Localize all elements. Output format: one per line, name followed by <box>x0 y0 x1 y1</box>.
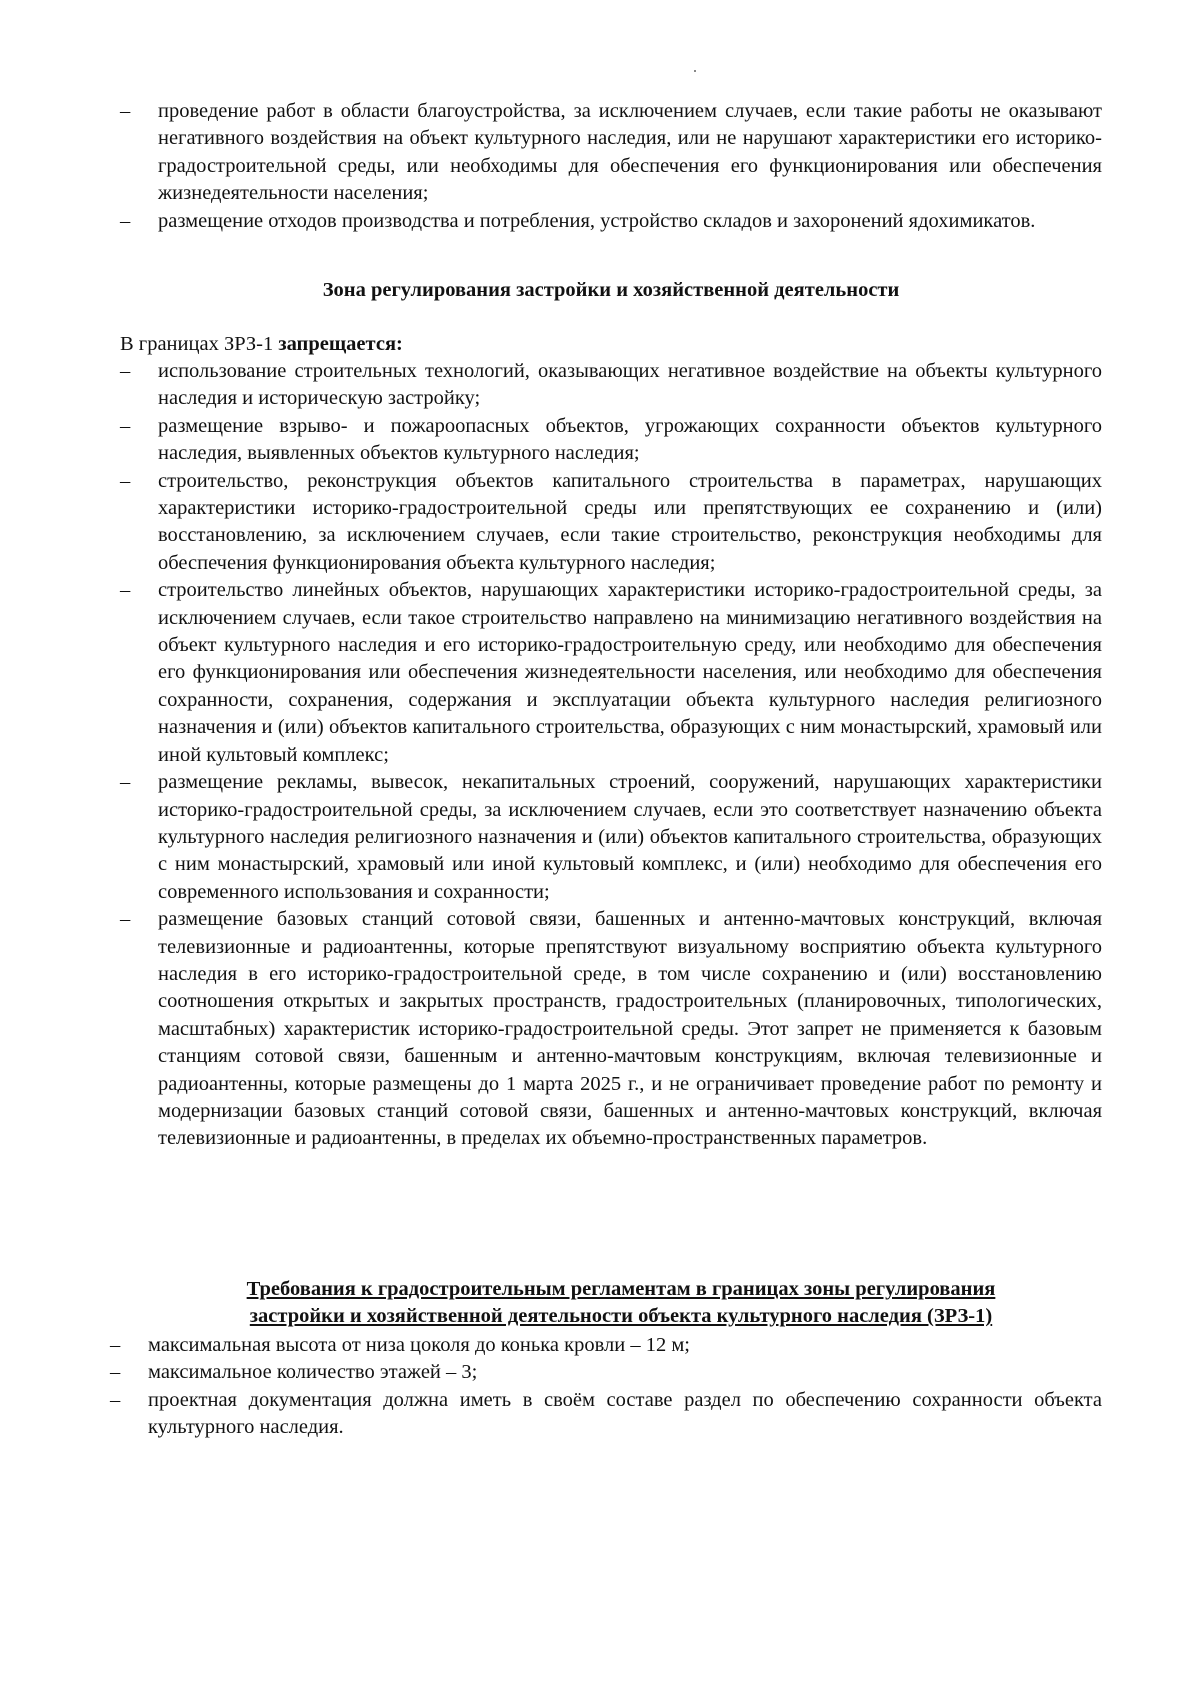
list-item <box>110 1387 1102 1442</box>
requirements-list <box>110 1332 1102 1442</box>
requirements-heading <box>140 1276 1102 1330</box>
list-item-text: использование строительных технологий, оказывающих негативное воздействие на объекты культурного наследия и историческую застройку; <box>158 360 1102 410</box>
list-item <box>120 577 1102 769</box>
intro-prefix: В границах ЗРЗ-1 <box>120 333 279 355</box>
list-item <box>110 1332 1102 1359</box>
list-item <box>120 769 1102 906</box>
list-item-text: размещение рекламы, вывесок, некапитальных строений, сооружений, нарушающих характеристики историко-градостроительной среды, за исключением случаев, если это соответствует назначению объекта культурного наследия религиозного назначения и (или) объектов капитального строительства, образующих с ним монастырский, храмовый или иной культовый комплекс, и (или) необходимо для обеспечения его современного использования и сохранности; <box>158 771 1102 903</box>
list-item-text: размещение отходов производства и потребления, устройство складов и захоронений ядохимикатов. <box>158 209 1036 232</box>
list-item <box>120 468 1102 578</box>
intro-bold: запрещается: <box>278 333 403 355</box>
dash-bullet: – <box>120 100 131 122</box>
dash-bullet: – <box>110 1388 121 1411</box>
list-item-text: проведение работ в области благоустройства, за исключением случаев, если такие работы не оказывают негативного воздействия на объект культурного наследия, или не нарушают характеристики его историко-градостроительной среды, или необходимы для обеспечения его функционирования или обеспечения жизнедеятельности населения; <box>158 100 1102 205</box>
dash-bullet: – <box>120 469 131 492</box>
dash-bullet: – <box>120 209 131 232</box>
requirements-heading-line1: Требования к градостроительным регламентам в границах зоны регулирования <box>246 1278 996 1300</box>
list-item <box>120 906 1102 1153</box>
list-item <box>120 98 1102 208</box>
list-item-text: максимальное количество этажей – 3; <box>148 1361 478 1384</box>
dash-bullet: – <box>120 579 131 602</box>
dash-bullet: – <box>120 360 131 382</box>
list-item <box>120 208 1102 235</box>
list-item-text: строительство, реконструкция объектов капитального строительства в параметрах, нарушающих характеристики историко-градостроительной среды или препятствующих ее сохранению и (или) восстановлению, за исключением случаев, если такие строительство, реконструкция необходимы для обеспечения функционирования объекта культурного наследия; <box>158 469 1102 574</box>
list-item-text: проектная документация должна иметь в своём составе раздел по обеспечению сохранности объекта культурного наследия. <box>148 1388 1102 1439</box>
list-item-text: размещение базовых станций сотовой связи, башенных и антенно-мачтовых конструкций, включая телевизионные и радиоантенны, которые препятствуют визуальному восприятию объекта культурного наследия в его историко-градостроительной среде, в том числе сохранению и (или) восстановлению соотношения открытых и закрытых пространств, градостроительных (планировочных, типологических, масштабных) характеристик историко-градостроительной среды. Этот запрет не применяется к базовым станциям сотовой связи, башенным и антенно-мачтовым конструкциям, включая телевизионные и радиоантенны, которые размещены до 1 марта 2025 г., и не ограничивает проведение работ по ремонту и модернизации базовых станций сотовой связи, башенных и антенно-мачтовых конструкций, включая телевизионные и радиоантенны, в пределах их объемно-пространственных параметров. <box>158 908 1102 1150</box>
top-list <box>120 98 1102 235</box>
scan-mark <box>694 70 696 72</box>
intro-line <box>120 331 1102 358</box>
list-item-text: размещение взрыво- и пожароопасных объектов, угрожающих сохранности объектов культурного наследия, выявленных объектов культурного наследия; <box>158 414 1102 465</box>
dash-bullet: – <box>120 771 131 794</box>
prohibited-list <box>120 358 1102 1153</box>
dash-bullet: – <box>110 1334 121 1356</box>
list-item <box>110 1359 1102 1386</box>
list-item-text: строительство линейных объектов, нарушающих характеристики историко-градостроительной среды, за исключением случаев, если такое строительство направлено на минимизацию негативного воздействия на объект культурного наследия и его историко-градостроительную среду, или необходимо для обеспечения его функционирования или обеспечения жизнедеятельности населения, или необходимо для обеспечения сохранности, сохранения, содержания и эксплуатации объекта культурного наследия религиозного назначения и (или) объектов капитального строительства, образующих с ним монастырский, храмовый или иной культовый комплекс; <box>158 579 1102 766</box>
dash-bullet: – <box>120 414 131 437</box>
list-item <box>120 358 1102 413</box>
section-heading: Зона регулирования застройки и хозяйственной деятельности <box>322 279 900 301</box>
list-item-text: максимальная высота от низа цоколя до конька кровли – 12 м; <box>148 1334 690 1356</box>
dash-bullet: – <box>120 908 131 931</box>
list-item <box>120 413 1102 468</box>
dash-bullet: – <box>110 1361 121 1384</box>
requirements-heading-line2: застройки и хозяйственной деятельности объекта культурного наследия (ЗРЗ-1) <box>249 1305 993 1327</box>
